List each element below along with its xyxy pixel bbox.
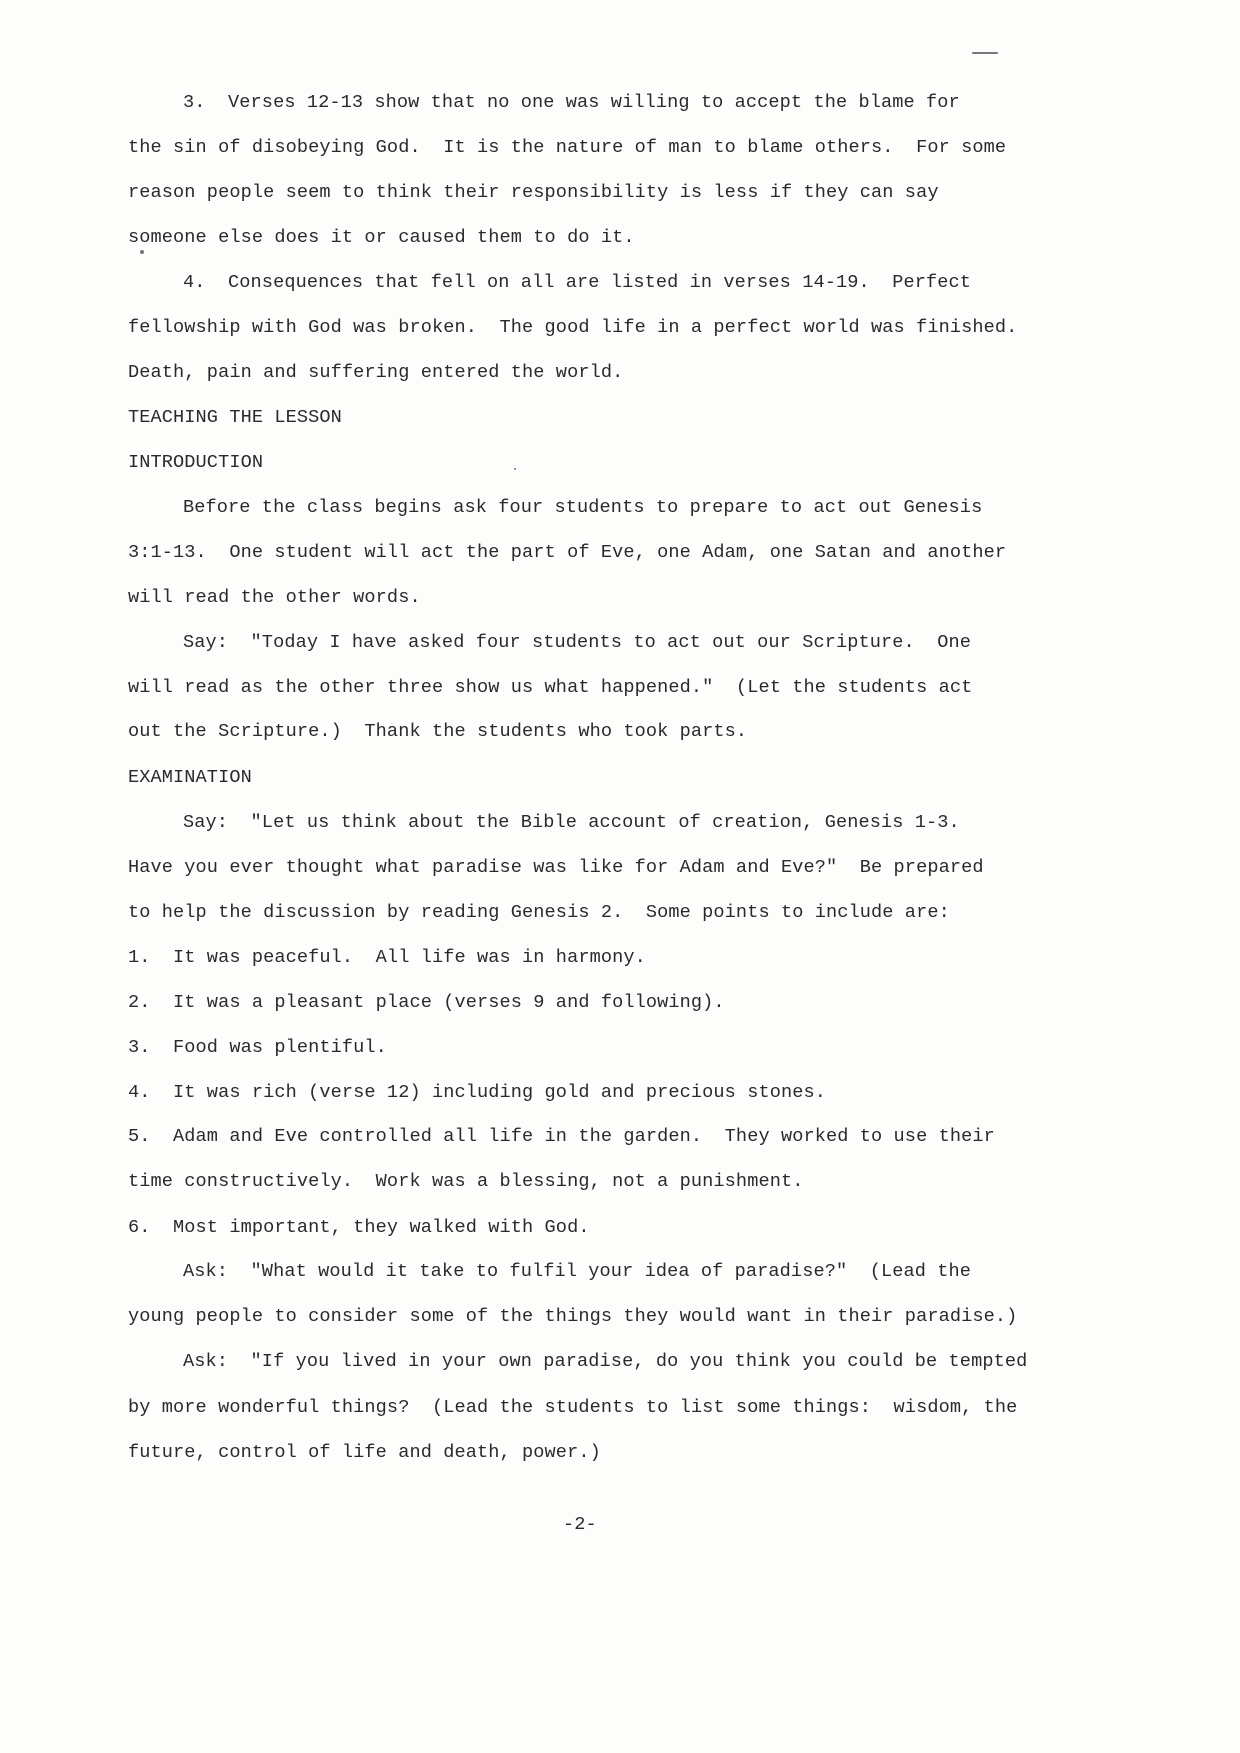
text-line: time constructively. Work was a blessing, not a punishment. (128, 1171, 804, 1192)
text-line: 3:1-13. One student will act the part of Eve, one Adam, one Satan and another (128, 542, 1007, 563)
list-item: 4. It was rich (verse 12) including gold and precious stones. (128, 1082, 826, 1103)
text-line: Say: "Today I have asked four students to act out our Scripture. One (183, 632, 972, 653)
text-line: by more wonderful things? (Lead the students to list some things: wisdom, the (128, 1397, 1018, 1418)
text-line: reason people seem to think their responsibility is less if they can say (128, 182, 939, 203)
text-line: 3. Verses 12-13 show that no one was willing to accept the blame for (183, 92, 960, 113)
text-line: will read the other words. (128, 587, 421, 608)
scan-mark (972, 52, 998, 54)
section-heading: INTRODUCTION (128, 452, 264, 473)
text-line: Have you ever thought what paradise was like for Adam and Eve?" Be prepared (128, 857, 984, 878)
text-line: will read as the other three show us what happened." (Let the students act (128, 677, 973, 698)
list-item: 6. Most important, they walked with God. (128, 1217, 590, 1238)
text-line: someone else does it or caused them to do it. (128, 227, 635, 248)
text-line: future, control of life and death, power.) (128, 1442, 601, 1463)
text-line: Before the class begins ask four students to prepare to act out Genesis (183, 497, 983, 518)
scan-speck (140, 250, 144, 254)
text-line: Ask: "If you lived in your own paradise, do you think you could be tempted (183, 1351, 1028, 1372)
list-item: 2. It was a pleasant place (verses 9 and following). (128, 992, 725, 1013)
text-line: fellowship with God was broken. The good life in a perfect world was finished. (128, 317, 1018, 338)
page-number: -2- (563, 1514, 597, 1535)
text-line: 4. Consequences that fell on all are listed in verses 14-19. Perfect (183, 272, 972, 293)
text-line: Say: "Let us think about the Bible account of creation, Genesis 1-3. (183, 812, 960, 833)
section-heading: EXAMINATION (128, 767, 252, 788)
list-item: 5. Adam and Eve controlled all life in the garden. They worked to use their (128, 1126, 995, 1147)
list-item: 1. It was peaceful. All life was in harmony. (128, 947, 646, 968)
section-heading: TEACHING THE LESSON (128, 407, 342, 428)
text-line: Ask: "What would it take to fulfil your idea of paradise?" (Lead the (183, 1261, 972, 1282)
list-item: 3. Food was plentiful. (128, 1037, 387, 1058)
scan-speck (514, 468, 516, 470)
text-line: to help the discussion by reading Genesis 2. Some points to include are: (128, 902, 950, 923)
text-line: young people to consider some of the things they would want in their paradise.) (128, 1306, 1018, 1327)
text-line: out the Scripture.) Thank the students who took parts. (128, 721, 748, 742)
text-line: the sin of disobeying God. It is the nature of man to blame others. For some (128, 137, 1007, 158)
text-line: Death, pain and suffering entered the world. (128, 362, 624, 383)
